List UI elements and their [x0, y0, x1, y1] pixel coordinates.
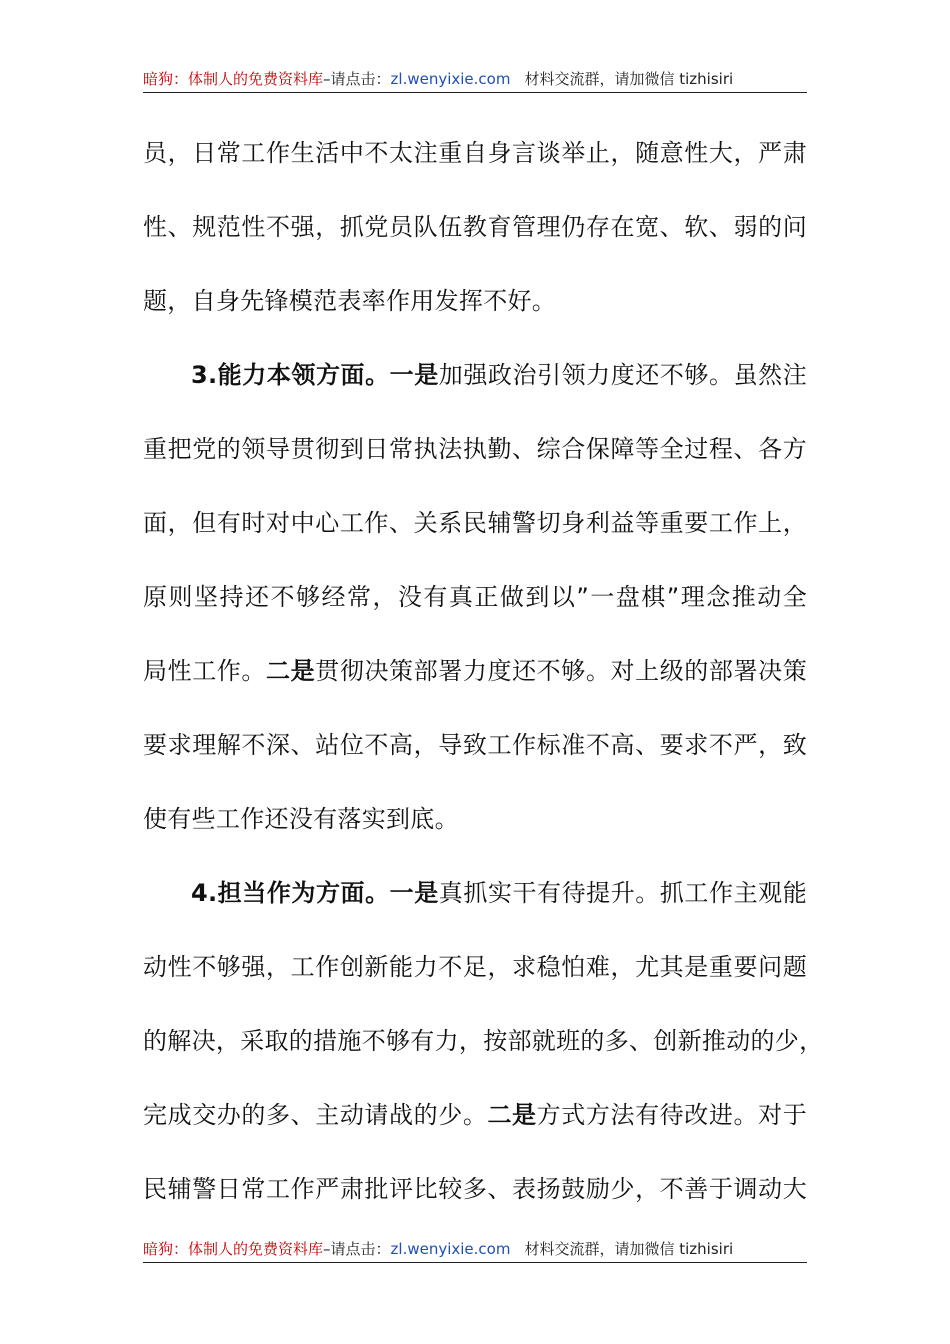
- paragraph-text: 完成交办的多、主动请战的少。: [143, 1101, 488, 1129]
- footer-group-info: 材料交流群，请加微信 tizhisiri: [524, 1240, 734, 1258]
- page-footer: [143, 1236, 807, 1263]
- header-link[interactable]: zl.wenyixie.com: [390, 70, 511, 88]
- paragraph-line: 使有些工作还没有落实到底。: [143, 805, 459, 833]
- footer-link[interactable]: zl.wenyixie.com: [390, 1240, 511, 1258]
- point-label: 二是: [266, 657, 316, 685]
- section-heading-line: [143, 856, 807, 930]
- paragraph-line: 面，但有时对中心工作、关系民辅警切身利益等重要工作上，: [143, 509, 807, 537]
- header-prompt: –请点击：: [323, 70, 391, 88]
- paragraph-text: 加强政治引领力度还不够。虽然注: [438, 361, 807, 389]
- paragraph-line: 动性不够强，工作创新能力不足，求稳怕难，尤其是重要问题: [143, 953, 807, 981]
- document-body: [143, 116, 824, 1226]
- paragraph-text: 方式方法有待改进。对于: [536, 1101, 807, 1129]
- paragraph-text: 贯彻决策部署力度还不够。对上级的部署决策: [315, 657, 808, 685]
- section-heading: 4.担当作为方面。一是: [191, 879, 439, 907]
- paragraph-line: 题，自身先锋模范表率作用发挥不好。: [143, 287, 557, 315]
- paragraph-text: 真抓实干有待提升。抓工作主观能: [438, 879, 807, 907]
- paragraph-line: 原则坚持还不够经常，没有真正做到以”一盘棋”理念推动全: [143, 583, 807, 611]
- header-brand: 暗狗：体制人的免费资料库: [143, 70, 324, 88]
- header-group-info: 材料交流群，请加微信 tizhisiri: [524, 70, 734, 88]
- paragraph-line: 民辅警日常工作严肃批评比较多、表扬鼓励少，不善于调动大: [143, 1175, 807, 1203]
- paragraph-text: 局性工作。: [143, 657, 267, 685]
- paragraph-line: 性、规范性不强，抓党员队伍教育管理仍存在宽、软、弱的问: [143, 213, 807, 241]
- paragraph-line: [143, 634, 807, 708]
- paragraph-line: [143, 1078, 807, 1152]
- footer-brand: 暗狗：体制人的免费资料库: [143, 1240, 324, 1258]
- point-label: 二是: [487, 1101, 537, 1129]
- section-heading-line: [143, 338, 807, 412]
- section-heading: 3.能力本领方面。一是: [191, 361, 439, 389]
- footer-prompt: –请点击：: [323, 1240, 391, 1258]
- paragraph-line: 要求理解不深、站位不高，导致工作标准不高、要求不严，致: [143, 731, 807, 759]
- paragraph-line: 员，日常工作生活中不太注重自身言谈举止，随意性大，严肃: [143, 139, 807, 167]
- paragraph-line: 的解决，采取的措施不够有力，按部就班的多、创新推动的少，: [143, 1027, 824, 1055]
- page-header: [143, 66, 807, 93]
- paragraph-line: 重把党的领导贯彻到日常执法执勤、综合保障等全过程、各方: [143, 435, 807, 463]
